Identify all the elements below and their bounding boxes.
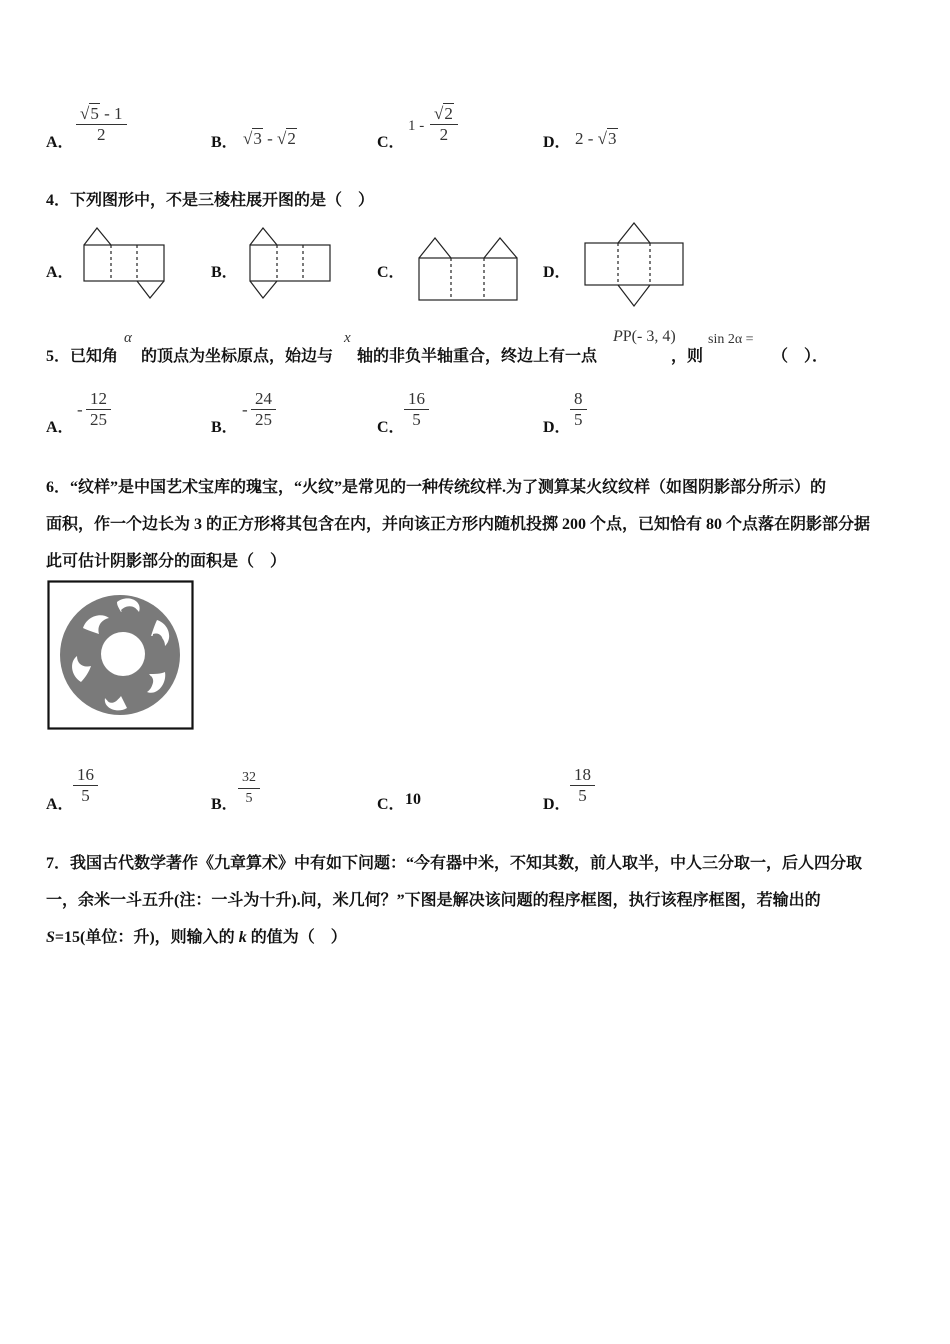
q3-option-c-prefix: 1 - bbox=[408, 118, 425, 134]
q4-net-a bbox=[80, 225, 168, 303]
q6-stem-line-1: 6．“纹样”是中国艺术宝库的瑰宝，“火纹”是常见的一种传统纹样.为了测算某火纹纹样（如图阴影部分所示）的 bbox=[46, 479, 827, 496]
q5-option-d-fraction: $\frac{8}{5}$ bbox=[572, 389, 585, 430]
radicand: 5 bbox=[90, 104, 99, 123]
q6-option-a-label[interactable]: A． bbox=[46, 796, 74, 813]
q6-stem-line-3: 此可估计阴影部分的面积是（ ） bbox=[46, 553, 287, 570]
q6-option-b-fraction: $\frac{32}{5}$ bbox=[240, 768, 258, 809]
x-symbol: x bbox=[344, 330, 351, 346]
q6-option-a-fraction: $\frac{16}{5}$ bbox=[75, 765, 96, 806]
q5-option-d-label[interactable]: D． bbox=[543, 419, 571, 436]
fire-pattern-figure bbox=[47, 580, 195, 731]
q7-stem-line-3: S=15(单位：升)，则输入的 k 的值为（ ） bbox=[46, 929, 347, 946]
point-p: PP(- 3, 4) bbox=[613, 328, 676, 345]
q3-option-d-label[interactable]: D． bbox=[543, 134, 571, 151]
q5-option-a-label[interactable]: A． bbox=[46, 419, 74, 436]
q6-option-c-value: 10 bbox=[405, 791, 421, 808]
q4-option-b-label[interactable]: B． bbox=[211, 264, 238, 281]
q6-option-b-label[interactable]: B． bbox=[211, 796, 238, 813]
sin2alpha-expr: sin 2α = bbox=[708, 332, 754, 347]
q3-option-a-label[interactable]: A． bbox=[46, 134, 74, 151]
q7-stem-line-1: 7．我国古代数学著作《九章算术》中有如下问题：“今有器中米，不知其数，前人取半，中人三分取一，后人四分取 bbox=[46, 855, 863, 872]
q5-stem: 5．已知角 α 的顶点为坐标原点，始边与 x 轴的非负半轴重合，终边上有一点 PP(- 3, 4) ，则 sin 2α = （ ）． bbox=[46, 328, 829, 365]
q3-option-b-label[interactable]: B． bbox=[211, 134, 238, 151]
q6-option-d-fraction: $\frac{18}{5}$ bbox=[572, 765, 593, 806]
q5-option-c-label[interactable]: C． bbox=[377, 419, 405, 436]
q6-stem-line-2: 面积，作一个边长为 3 的正方形将其包含在内，并向该正方形内随机投掷 200 个点，已知恰有 80 个点落在阴影部分据 bbox=[46, 516, 871, 533]
q4-option-d-label[interactable]: D． bbox=[543, 264, 571, 281]
q4-net-c bbox=[414, 232, 522, 304]
alpha-symbol: α bbox=[124, 330, 132, 346]
q4-net-d bbox=[582, 220, 686, 310]
q4-stem: 4．下列图形中，不是三棱柱展开图的是（ ） bbox=[46, 192, 375, 209]
q3-option-b-expr: √3 - √2 bbox=[243, 129, 296, 148]
q3-option-c-fraction: $\frac{√2}{2}$ bbox=[432, 104, 456, 145]
q5-option-b-label[interactable]: B． bbox=[211, 419, 238, 436]
q7-stem-line-2: 一，余米一斗五升(注：一斗为十升).问，米几何？”下图是解决该问题的程序框图，执行该程序框图，若输出的 bbox=[46, 892, 821, 909]
q6-option-d-label[interactable]: D． bbox=[543, 796, 571, 813]
center-hole bbox=[101, 632, 145, 676]
q5-option-b-fraction: $\frac{24}{25}$ bbox=[253, 389, 274, 430]
q5-option-c-fraction: $\frac{16}{5}$ bbox=[406, 389, 427, 430]
q5-option-a-fraction: $\frac{12}{25}$ bbox=[88, 389, 109, 430]
q3-option-a-fraction: $\frac{√5 - 1}{2}$ bbox=[78, 104, 125, 145]
q4-option-a-label[interactable]: A． bbox=[46, 264, 74, 281]
q3-option-c-label[interactable]: C． bbox=[377, 134, 405, 151]
q6-option-c-label[interactable]: C． bbox=[377, 796, 405, 813]
q3-option-d-expr: 2 - √3 bbox=[575, 129, 617, 148]
q4-net-b bbox=[246, 225, 334, 303]
q4-option-c-label[interactable]: C． bbox=[377, 264, 405, 281]
